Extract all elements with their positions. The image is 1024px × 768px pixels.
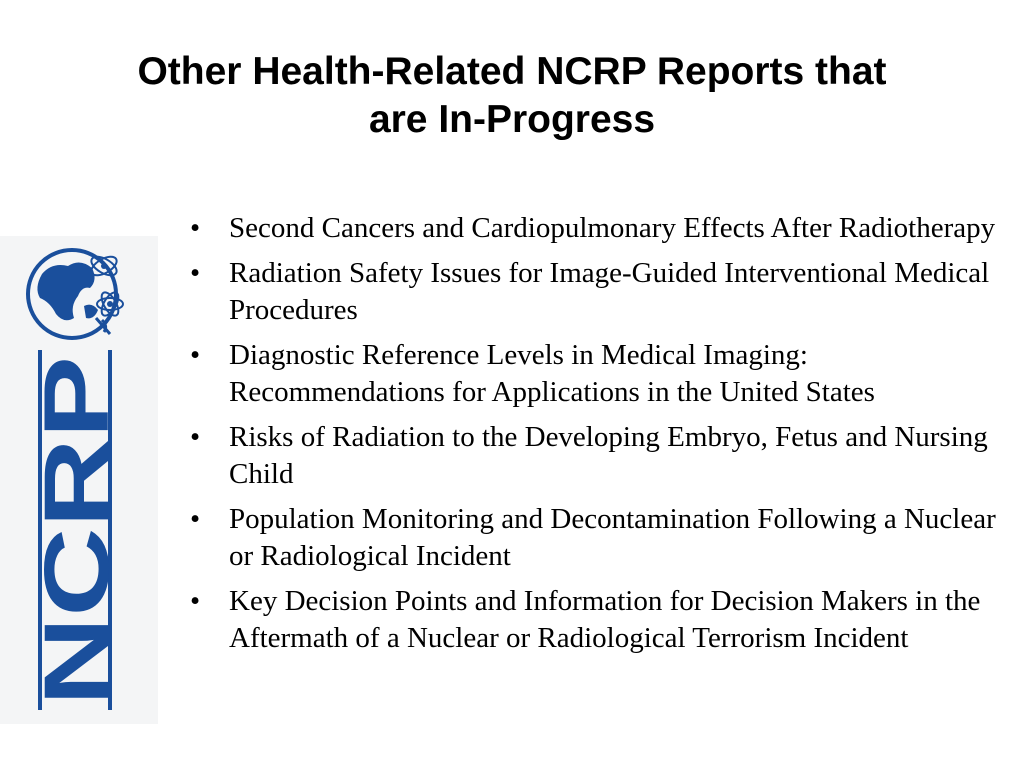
list-item bbox=[190, 337, 1020, 411]
bullet-icon: • bbox=[190, 212, 201, 244]
title-line-1: Other Health-Related NCRP Reports that bbox=[137, 50, 887, 93]
list-item bbox=[190, 210, 1020, 247]
bullet-icon: • bbox=[190, 257, 201, 289]
slide-title bbox=[0, 48, 1024, 144]
list-item bbox=[190, 501, 1020, 575]
report-title: Population Monitoring and Decontamination Following a Nuclear or Radiological Incident bbox=[229, 503, 996, 572]
report-title: Risks of Radiation to the Developing Embryo, Fetus and Nursing Child bbox=[229, 421, 988, 490]
report-title: Key Decision Points and Information for Decision Makers in the Aftermath of a Nuclear or Radiological Terrorism Incident bbox=[229, 585, 981, 654]
bullet-icon: • bbox=[190, 339, 201, 371]
logo-text: NCRP bbox=[26, 445, 128, 706]
list-item bbox=[190, 583, 1020, 657]
ncrp-logo bbox=[0, 236, 158, 724]
report-title: Diagnostic Reference Levels in Medical Imaging: Recommendations for Applications in the United States bbox=[229, 339, 875, 408]
bullet-icon: • bbox=[190, 421, 201, 453]
title-line-2: are In-Progress bbox=[368, 98, 656, 141]
list-item bbox=[190, 419, 1020, 493]
bullet-icon: • bbox=[190, 585, 201, 617]
globe-atom-icon bbox=[28, 250, 123, 338]
report-list bbox=[190, 210, 1020, 665]
bullet-icon: • bbox=[190, 503, 201, 535]
list-item bbox=[190, 255, 1020, 329]
report-title: Second Cancers and Cardiopulmonary Effects After Radiotherapy bbox=[229, 212, 996, 244]
report-title: Radiation Safety Issues for Image-Guided Interventional Medical Procedures bbox=[229, 257, 990, 326]
